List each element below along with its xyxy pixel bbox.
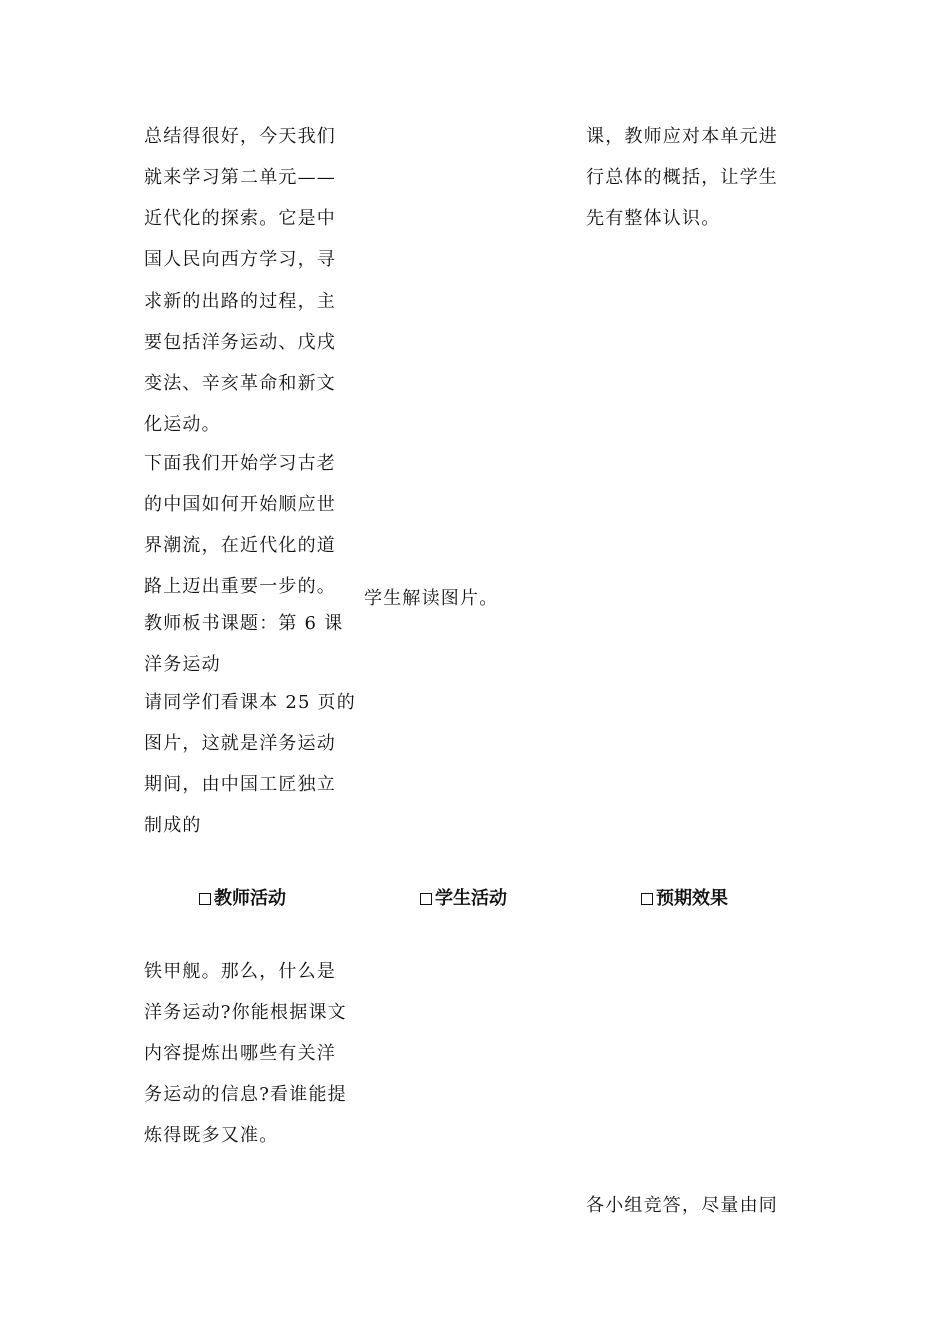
checkbox-icon [199,893,211,905]
text-line: 各小组竞答，尽量由同 [586,1195,778,1216]
text-line: 界潮流，在近代化的道 [144,535,336,556]
text-line: 要包括洋务运动、戊戌 [144,332,336,353]
text-line: 求新的出路的过程，主 [144,291,336,312]
text-line: 务运动的信息?看谁能提 [144,1084,347,1105]
text-line: 先有整体认识。 [586,208,721,229]
header-label: 预期效果 [656,888,728,909]
text-line: 变法、辛亥革命和新文 [144,373,336,394]
text-line: 路上迈出重要一步的。 [144,576,336,597]
text-line: 请同学们看课本 25 页的 [144,692,356,713]
text-line: 洋务运动?你能根据课文 [144,1002,347,1023]
text-line: 期间，由中国工匠独立 [144,774,336,795]
text-line: 行总体的概括，让学生 [586,167,778,188]
text-line: 洋务运动 [144,654,221,675]
text-line: 近代化的探索。它是中 [144,208,336,229]
text-line: 教师板书课题：第 6 课 [144,613,344,634]
checkbox-icon [420,893,432,905]
text-line: 就来学习第二单元—— [144,167,336,188]
text-line: 化运动。 [144,414,221,435]
header-student-activity [420,884,507,914]
text-line: 炼得既多又准。 [144,1125,279,1146]
checkbox-icon [641,893,653,905]
header-teacher-activity [199,884,286,914]
text-line: 的中国如何开始顺应世 [144,494,336,515]
text-line: 内容提炼出哪些有关洋 [144,1043,336,1064]
text-line: 下面我们开始学习古老 [144,453,336,474]
text-line: 国人民向西方学习，寻 [144,249,336,270]
header-label: 教师活动 [214,888,286,909]
header-label: 学生活动 [435,888,507,909]
text-line: 总结得很好，今天我们 [144,126,336,147]
header-expected-effect [641,884,728,914]
text-line: 铁甲舰。那么，什么是 [144,961,336,982]
table-header-row [0,884,950,914]
student-activity-text-1: 学生解读图片。 [364,588,499,609]
text-line: 图片，这就是洋务运动 [144,733,336,754]
text-line: 课，教师应对本单元进 [586,126,778,147]
text-line: 制成的 [144,815,202,836]
